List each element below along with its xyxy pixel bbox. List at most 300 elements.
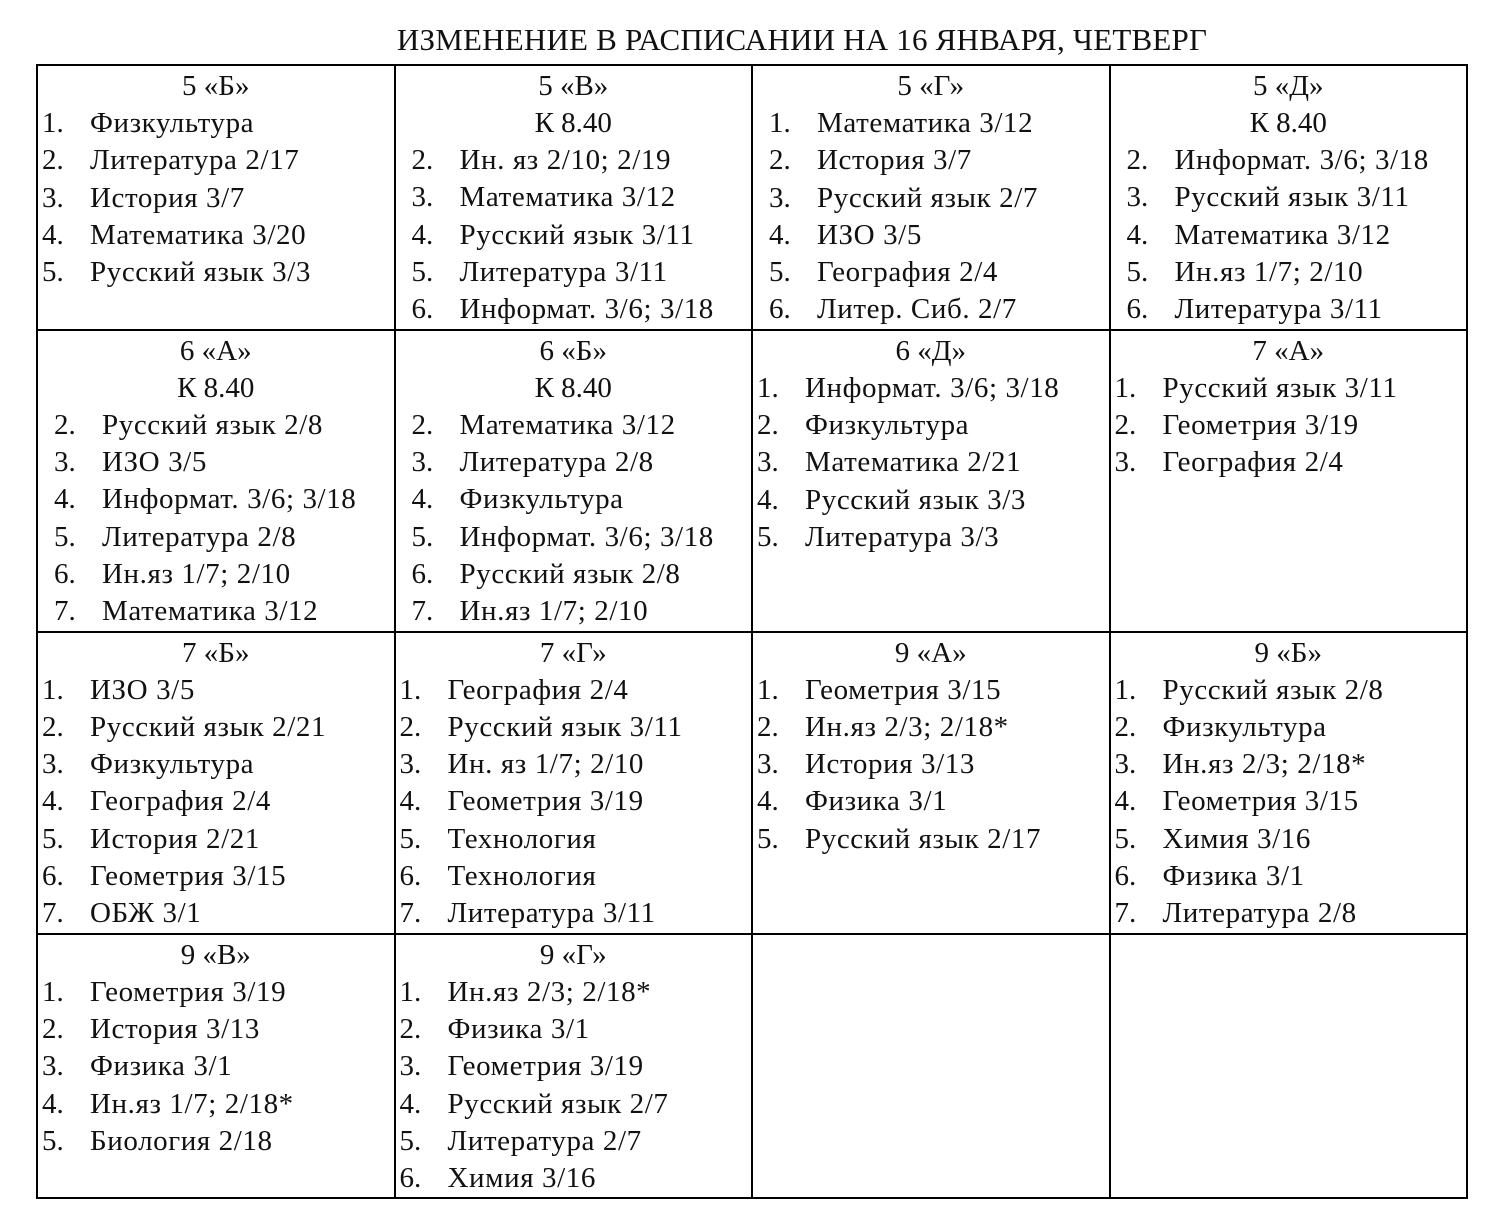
lesson-item	[1111, 142, 1467, 179]
lesson-subject: Русский язык 3/11	[1162, 371, 1398, 404]
lesson-subject: География 2/4	[1162, 446, 1344, 479]
lesson-number: 2.	[399, 1012, 422, 1045]
lesson-number: 3.	[757, 446, 779, 479]
class-cell	[752, 65, 1110, 330]
lesson-number: 2.	[757, 409, 779, 442]
start-time-note: К 8.40	[534, 371, 612, 404]
lesson-subject: География 2/4	[817, 256, 998, 289]
lesson-subject: Химия 3/16	[1162, 822, 1311, 855]
lesson-item	[38, 519, 394, 556]
lesson-subject: Физкультура	[90, 748, 255, 781]
lesson-item	[38, 254, 394, 291]
class-cell-content	[396, 66, 752, 328]
lesson-item	[38, 142, 394, 179]
class-cell-content	[1111, 935, 1467, 937]
lesson-number: 7.	[1114, 897, 1137, 930]
class-cell	[395, 330, 753, 632]
lesson-list	[38, 672, 394, 933]
lesson-subject: Физкультура	[805, 409, 970, 442]
lesson-number: 4.	[42, 785, 64, 818]
lesson-subject: Литер. Сиб. 2/7	[817, 293, 1017, 326]
lesson-item	[753, 746, 1109, 783]
lesson-item	[396, 858, 752, 895]
lesson-subject: ОБЖ 3/1	[90, 897, 202, 930]
class-name: 5 «В»	[538, 70, 609, 102]
lesson-item	[396, 179, 752, 216]
lesson-subject: Русский язык 3/3	[90, 256, 312, 289]
lesson-item	[396, 895, 752, 932]
lesson-number: 1.	[42, 975, 64, 1008]
lesson-number: 4.	[1126, 218, 1149, 251]
lesson-subject: Физкультура	[90, 107, 255, 139]
lesson-number: 5.	[54, 520, 76, 553]
class-cell-content	[38, 331, 394, 631]
lesson-number: 5.	[411, 255, 434, 288]
class-cell-content	[38, 633, 394, 933]
lesson-item	[38, 407, 394, 444]
lesson-number: 5.	[1114, 822, 1137, 855]
class-name: 7 «Г»	[539, 636, 607, 669]
lesson-number: 3.	[1114, 748, 1137, 781]
lesson-subject: Информат. 3/6; 3/18	[459, 520, 714, 553]
start-time-note: К 8.40	[1249, 107, 1327, 139]
lesson-subject: Информат. 3/6; 3/18	[805, 371, 1060, 404]
lesson-item	[753, 482, 1109, 519]
lesson-number: 1.	[399, 673, 422, 706]
lesson-subject: Литература 3/11	[459, 255, 668, 288]
lesson-item	[753, 370, 1109, 407]
lesson-number: 1.	[757, 673, 779, 706]
lesson-subject: Русский язык 3/11	[459, 218, 695, 251]
lesson-subject: Физкультура	[459, 483, 624, 516]
lesson-number: 3.	[411, 446, 434, 479]
lesson-item	[1111, 254, 1467, 291]
lesson-number: 4.	[54, 483, 76, 516]
lesson-subject: Ин. яз 2/10; 2/19	[459, 144, 672, 176]
lesson-item	[753, 821, 1109, 858]
lesson-item	[396, 291, 752, 328]
lesson-subject: Информат. 3/6; 3/18	[1174, 144, 1429, 176]
class-cell	[1110, 632, 1468, 934]
lesson-subject: ИЗО 3/5	[817, 218, 922, 251]
lesson-item	[38, 1086, 394, 1123]
lesson-subject: Геометрия 3/19	[1162, 409, 1359, 442]
lesson-item	[396, 556, 752, 593]
lesson-item	[38, 105, 394, 142]
lesson-number: 7.	[42, 897, 64, 930]
lesson-item	[753, 783, 1109, 820]
lesson-subject: Геометрия 3/15	[1162, 785, 1359, 818]
lesson-item	[38, 672, 394, 709]
lesson-subject: Химия 3/16	[447, 1162, 596, 1195]
lesson-list	[396, 142, 752, 328]
lesson-item	[1111, 895, 1467, 932]
lesson-number: 4.	[769, 218, 791, 251]
lesson-number: 5.	[757, 822, 779, 855]
lesson-item	[38, 974, 394, 1011]
lesson-item	[1111, 291, 1467, 328]
lesson-subject: Русский язык 3/11	[1174, 181, 1410, 214]
lesson-number: 4.	[1114, 785, 1137, 818]
lesson-number: 1.	[42, 673, 64, 706]
lesson-number: 3.	[411, 181, 434, 214]
lesson-subject: Литература 3/3	[805, 520, 1000, 553]
lesson-subject: Ин.яз 2/3; 2/18*	[805, 710, 1009, 743]
lesson-list	[1111, 370, 1467, 482]
lesson-number: 6.	[399, 860, 422, 893]
lesson-subject: Математика 3/12	[459, 181, 676, 214]
lesson-item	[753, 444, 1109, 481]
lesson-list	[396, 974, 752, 1198]
lesson-list	[753, 105, 1109, 329]
page-title	[0, 22, 1500, 58]
lesson-item	[38, 217, 394, 254]
lesson-subject: Литература 2/8	[459, 446, 654, 479]
lesson-item	[38, 746, 394, 783]
page-title-text: ИЗМЕНЕНИЕ В РАСПИСАНИИ НА 16 ЯНВАРЯ, ЧЕТВЕРГ	[396, 22, 1208, 57]
lesson-subject: Математика 3/20	[90, 218, 307, 251]
lesson-number: 6.	[1126, 293, 1149, 326]
lesson-item	[753, 291, 1109, 328]
lesson-number: 3.	[42, 1050, 64, 1083]
lesson-number: 5.	[42, 822, 64, 855]
lesson-number: 5.	[411, 520, 434, 553]
lesson-subject: Технология	[447, 860, 597, 893]
lesson-item	[396, 444, 752, 481]
class-cell-content	[753, 935, 1109, 937]
class-name: 9 «В»	[180, 938, 251, 971]
lesson-subject: Литература 3/11	[447, 897, 656, 930]
lesson-item	[396, 1160, 752, 1197]
lesson-number: 6.	[769, 293, 791, 326]
lesson-number: 2.	[769, 144, 791, 177]
lesson-subject: Ин.яз 2/3; 2/18*	[447, 975, 652, 1008]
lesson-number: 5.	[42, 1124, 64, 1157]
lesson-item	[753, 672, 1109, 709]
lesson-item	[38, 895, 394, 932]
lesson-number: 2.	[757, 710, 779, 743]
lesson-subject: Геометрия 3/19	[447, 785, 644, 818]
class-name: 9 «А»	[894, 636, 967, 669]
class-name: 6 «А»	[179, 334, 252, 367]
lesson-number: 3.	[769, 181, 791, 214]
class-cell	[1110, 934, 1468, 1199]
class-cell	[395, 65, 753, 330]
lesson-subject: История 3/7	[90, 181, 245, 214]
class-name: 9 «Г»	[539, 938, 607, 971]
lesson-item	[753, 407, 1109, 444]
lesson-number: 1.	[769, 107, 791, 139]
class-cell-content	[753, 66, 1109, 329]
class-cell	[1110, 330, 1468, 632]
lesson-number: 6.	[411, 293, 434, 326]
class-cell	[752, 632, 1110, 934]
class-name: 7 «Б»	[182, 636, 250, 669]
lesson-number: 1.	[757, 371, 779, 404]
lesson-number: 3.	[399, 1050, 422, 1083]
lesson-subject: Математика 3/12	[459, 408, 676, 441]
lesson-item	[38, 180, 394, 217]
lesson-number: 2.	[399, 710, 422, 743]
lesson-item	[753, 142, 1109, 179]
lesson-number: 1.	[1114, 673, 1137, 706]
lesson-list	[38, 407, 394, 631]
lesson-number: 3.	[42, 748, 64, 781]
lesson-item	[396, 142, 752, 179]
class-cell	[752, 934, 1110, 1199]
lesson-item	[1111, 444, 1467, 481]
lesson-item	[38, 709, 394, 746]
lesson-number: 2.	[411, 144, 434, 176]
lesson-number: 2.	[1126, 144, 1149, 176]
lesson-number: 2.	[1114, 409, 1137, 442]
lesson-subject: Информат. 3/6; 3/18	[102, 483, 357, 516]
lesson-subject: Ин.яз 1/7; 2/10	[102, 557, 291, 590]
lesson-subject: Литература 2/8	[102, 520, 297, 553]
lesson-item	[1111, 746, 1467, 783]
lesson-item	[38, 556, 394, 593]
lesson-list	[396, 407, 752, 631]
lesson-item	[1111, 217, 1467, 254]
lesson-item	[38, 821, 394, 858]
lesson-number: 4.	[757, 483, 779, 516]
lesson-list	[38, 105, 394, 291]
class-cell	[395, 632, 753, 934]
lesson-subject: Физика 3/1	[90, 1050, 233, 1083]
lesson-subject: Геометрия 3/15	[90, 860, 287, 893]
lesson-item	[1111, 370, 1467, 407]
lesson-item	[753, 105, 1109, 142]
lesson-list	[1111, 142, 1467, 328]
lesson-item	[1111, 709, 1467, 746]
schedule-table	[36, 64, 1468, 1199]
class-cell	[37, 632, 395, 934]
lesson-number: 4.	[411, 218, 434, 251]
lesson-number: 6.	[399, 1162, 422, 1195]
lesson-number: 4.	[399, 1087, 422, 1120]
lesson-subject: Русский язык 3/3	[805, 483, 1027, 516]
lesson-number: 3.	[54, 446, 76, 479]
lesson-subject: Ин.яз 1/7; 2/18*	[90, 1087, 294, 1120]
lesson-subject: Информат. 3/6; 3/18	[459, 293, 714, 326]
lesson-number: 4.	[411, 483, 434, 516]
lesson-item	[1111, 858, 1467, 895]
lesson-item	[753, 519, 1109, 556]
lesson-number: 5.	[399, 822, 422, 855]
lesson-number: 6.	[42, 860, 64, 893]
lesson-item	[396, 1048, 752, 1085]
lesson-list	[396, 672, 752, 933]
class-cell	[37, 934, 395, 1199]
lesson-list	[38, 974, 394, 1160]
lesson-subject: Русский язык 2/8	[459, 557, 681, 590]
lesson-number: 2.	[54, 408, 76, 441]
lesson-item	[396, 519, 752, 556]
lesson-subject: Физика 3/1	[805, 785, 948, 818]
class-name: 6 «Б»	[539, 334, 607, 367]
lesson-item	[753, 254, 1109, 291]
class-cell	[752, 330, 1110, 632]
lesson-subject: Биология 2/18	[90, 1124, 273, 1157]
lesson-number: 3.	[1114, 446, 1137, 479]
class-cell	[1110, 65, 1468, 330]
lesson-subject: ИЗО 3/5	[102, 446, 207, 479]
lesson-subject: История 2/21	[90, 822, 260, 855]
lesson-subject: Физика 3/1	[447, 1012, 590, 1045]
lesson-subject: ИЗО 3/5	[90, 673, 195, 706]
lesson-subject: Литература 3/11	[1174, 293, 1383, 326]
class-cell-content	[1111, 633, 1467, 933]
class-name: 7 «А»	[1252, 334, 1325, 367]
class-cell	[37, 330, 395, 632]
class-cell-content	[38, 66, 394, 291]
lesson-item	[396, 593, 752, 630]
class-cell-content	[1111, 331, 1467, 482]
lesson-number: 1.	[42, 107, 64, 139]
class-cell-content	[396, 331, 752, 631]
class-cell-content	[396, 935, 752, 1198]
lesson-number: 2.	[1114, 710, 1137, 743]
lesson-subject: Математика 2/21	[805, 446, 1022, 479]
class-name: 5 «Г»	[897, 70, 965, 102]
lesson-subject: Ин. яз 1/7; 2/10	[447, 748, 645, 781]
lesson-subject: Геометрия 3/15	[805, 673, 1002, 706]
schedule-row	[37, 934, 1467, 1199]
lesson-item	[753, 217, 1109, 254]
lesson-subject: История 3/7	[817, 144, 972, 177]
lesson-subject: Русский язык 2/7	[447, 1087, 669, 1120]
lesson-subject: Литература 2/7	[447, 1124, 642, 1157]
lesson-number: 6.	[411, 557, 434, 590]
lesson-subject: Физика 3/1	[1162, 860, 1305, 893]
lesson-item	[1111, 407, 1467, 444]
lesson-item	[38, 783, 394, 820]
lesson-item	[38, 444, 394, 481]
lesson-subject: Математика 3/12	[817, 107, 1034, 139]
schedule-row	[37, 65, 1467, 330]
lesson-number: 5.	[757, 520, 779, 553]
lesson-number: 2.	[42, 144, 64, 177]
lesson-number: 7.	[399, 897, 422, 930]
lesson-item	[753, 709, 1109, 746]
lesson-item	[1111, 179, 1467, 216]
lesson-subject: Физкультура	[1162, 710, 1327, 743]
lesson-number: 3.	[42, 181, 64, 214]
lesson-item	[396, 672, 752, 709]
lesson-item	[396, 407, 752, 444]
lesson-item	[396, 254, 752, 291]
schedule-row	[37, 330, 1467, 632]
lesson-subject: Русский язык 3/11	[447, 710, 683, 743]
lesson-number: 3.	[757, 748, 779, 781]
lesson-item	[396, 1086, 752, 1123]
lesson-item	[38, 858, 394, 895]
lesson-subject: Геометрия 3/19	[90, 975, 287, 1008]
lesson-number: 7.	[54, 595, 76, 628]
class-name: 5 «Б»	[182, 70, 250, 102]
class-cell-content	[753, 331, 1109, 556]
lesson-number: 4.	[757, 785, 779, 818]
lesson-subject: Русский язык 2/21	[90, 710, 327, 743]
lesson-item	[396, 481, 752, 518]
class-name: 5 «Д»	[1252, 70, 1324, 102]
lesson-subject: История 3/13	[90, 1012, 260, 1045]
lesson-subject: География 2/4	[447, 673, 629, 706]
class-name: 6 «Д»	[895, 334, 967, 367]
lesson-subject: Русский язык 2/7	[817, 181, 1039, 214]
class-cell-content	[396, 633, 752, 933]
lesson-item	[396, 217, 752, 254]
lesson-number: 2.	[411, 408, 434, 441]
lesson-list	[1111, 672, 1467, 933]
lesson-item	[396, 709, 752, 746]
lesson-subject: Ин.яз 2/3; 2/18*	[1162, 748, 1367, 781]
lesson-number: 5.	[769, 256, 791, 289]
lesson-list	[753, 672, 1109, 858]
lesson-number: 3.	[399, 748, 422, 781]
lesson-subject: Геометрия 3/19	[447, 1050, 644, 1083]
lesson-item	[1111, 821, 1467, 858]
lesson-subject: Русский язык 2/8	[102, 408, 324, 441]
start-time-note: К 8.40	[177, 371, 255, 404]
lesson-item	[396, 746, 752, 783]
lesson-subject: История 3/13	[805, 748, 975, 781]
lesson-item	[396, 1123, 752, 1160]
lesson-number: 5.	[42, 256, 64, 289]
class-name: 9 «Б»	[1254, 636, 1322, 669]
lesson-subject: География 2/4	[90, 785, 271, 818]
lesson-item	[753, 180, 1109, 217]
lesson-number: 3.	[1126, 181, 1149, 214]
lesson-item	[1111, 783, 1467, 820]
lesson-subject: Ин.яз 1/7; 2/10	[459, 595, 649, 628]
class-cell-content	[753, 633, 1109, 858]
lesson-subject: Русский язык 2/17	[805, 822, 1042, 855]
class-cell	[37, 65, 395, 330]
lesson-subject: Технология	[447, 822, 597, 855]
lesson-number: 5.	[399, 1124, 422, 1157]
start-time-note: К 8.40	[534, 107, 612, 139]
lesson-subject: Ин.яз 1/7; 2/10	[1174, 255, 1364, 288]
lesson-item	[396, 1011, 752, 1048]
lesson-number: 2.	[42, 710, 64, 743]
lesson-list	[753, 370, 1109, 556]
class-cell-content	[38, 935, 394, 1160]
lesson-item	[38, 481, 394, 518]
lesson-subject: Математика 3/12	[102, 595, 319, 628]
class-cell	[395, 934, 753, 1199]
lesson-item	[38, 593, 394, 630]
lesson-subject: Литература 2/8	[1162, 897, 1357, 930]
lesson-number: 5.	[1126, 255, 1149, 288]
lesson-number: 2.	[42, 1012, 64, 1045]
lesson-item	[396, 974, 752, 1011]
lesson-item	[1111, 672, 1467, 709]
lesson-subject: Русский язык 2/8	[1162, 673, 1384, 706]
lesson-number: 4.	[42, 1087, 64, 1120]
lesson-number: 1.	[1114, 371, 1137, 404]
lesson-subject: Математика 3/12	[1174, 218, 1391, 251]
lesson-item	[396, 821, 752, 858]
lesson-item	[38, 1011, 394, 1048]
schedule-row	[37, 632, 1467, 934]
lesson-number: 4.	[399, 785, 422, 818]
lesson-number: 4.	[42, 218, 64, 251]
lesson-number: 1.	[399, 975, 422, 1008]
lesson-number: 6.	[1114, 860, 1137, 893]
class-cell-content	[1111, 66, 1467, 328]
lesson-number: 6.	[54, 557, 76, 590]
